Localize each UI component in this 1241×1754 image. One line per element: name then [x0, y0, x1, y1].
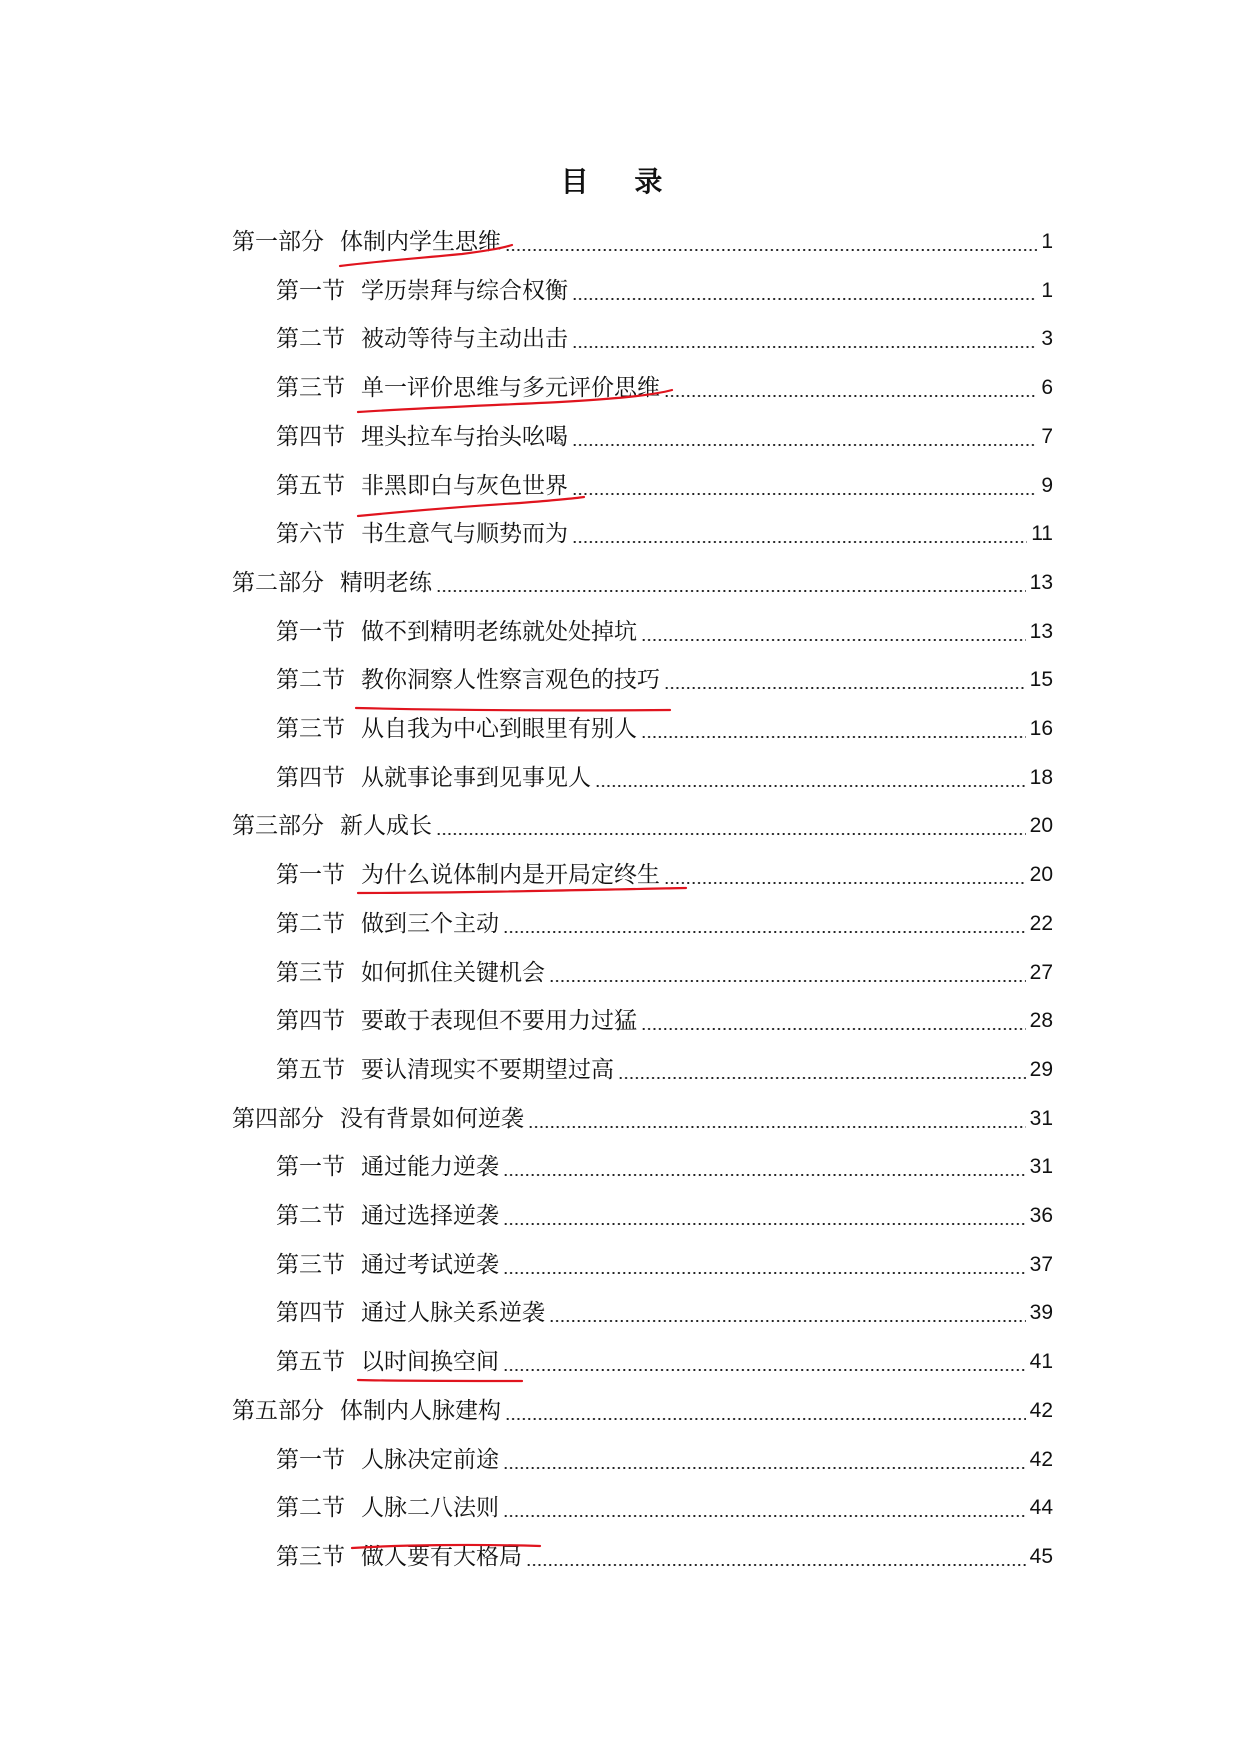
- dot-leader: [549, 1320, 1026, 1322]
- entry-page-number: 31: [1029, 1155, 1053, 1179]
- dot-leader: [503, 1369, 1026, 1371]
- entry-number: 第一节: [276, 1446, 345, 1473]
- entry-page-number: 6: [1041, 376, 1053, 400]
- dot-leader: [572, 493, 1037, 495]
- entry-label: [232, 226, 501, 258]
- entry-title: 要敢于表现但不要用力过猛: [361, 1008, 637, 1035]
- entry-page-number: 1: [1041, 278, 1053, 302]
- entry-number: 第二节: [276, 1495, 345, 1522]
- entry-label: [276, 1151, 499, 1183]
- entry-title: 做人要有大格局: [361, 1543, 522, 1570]
- toc-section-entry[interactable]: [276, 957, 1053, 989]
- entry-number: 第四节: [276, 764, 345, 791]
- entry-number: 第二节: [276, 667, 345, 694]
- dot-leader: [526, 1564, 1026, 1566]
- dot-leader: [503, 1223, 1026, 1225]
- entry-title: 人脉决定前途: [361, 1446, 499, 1473]
- dot-leader: [664, 882, 1026, 884]
- toc-section-entry[interactable]: [276, 664, 1053, 696]
- dot-leader: [503, 1174, 1026, 1176]
- entry-page-number: 42: [1029, 1447, 1053, 1471]
- entry-number: 第四节: [276, 1008, 345, 1035]
- entry-page-number: 20: [1029, 814, 1053, 838]
- dot-leader: [436, 833, 1026, 835]
- toc-section-entry[interactable]: [276, 1200, 1053, 1232]
- entry-title: 通过考试逆袭: [361, 1251, 499, 1278]
- entry-page-number: 45: [1029, 1544, 1053, 1568]
- toc-part-entry[interactable]: [232, 567, 1053, 599]
- entry-title: 为什么说体制内是开局定终生: [361, 862, 660, 889]
- toc-section-entry[interactable]: [276, 1297, 1053, 1329]
- entry-page-number: 36: [1029, 1204, 1053, 1227]
- entry-page-number: 15: [1029, 668, 1053, 692]
- entry-number: 第二节: [276, 326, 345, 353]
- entry-number: 第三节: [276, 716, 345, 742]
- entry-number: 第二节: [276, 910, 345, 937]
- entry-number: 第三节: [276, 1543, 345, 1570]
- toc-section-entry[interactable]: [276, 421, 1053, 453]
- entry-label: [232, 1103, 524, 1135]
- entry-label: [276, 957, 545, 989]
- entry-number: 第六节: [276, 521, 345, 548]
- entry-label: [276, 470, 568, 502]
- toc-section-entry[interactable]: [276, 616, 1053, 648]
- toc-section-entry[interactable]: [276, 762, 1053, 794]
- entry-page-number: 22: [1029, 911, 1053, 935]
- entry-label: [276, 1492, 499, 1524]
- entry-title: 被动等待与主动出击: [361, 326, 568, 353]
- entry-number: 第一节: [276, 277, 345, 304]
- entry-page-number: 11: [1031, 522, 1053, 546]
- entry-label: [276, 518, 568, 550]
- toc-section-entry[interactable]: [276, 275, 1053, 307]
- entry-page-number: 27: [1029, 960, 1053, 984]
- entry-title: 如何抓住关键机会: [361, 959, 545, 986]
- entry-title: 从就事论事到见事见人: [361, 764, 591, 791]
- entry-page-number: 28: [1029, 1009, 1053, 1033]
- entry-label: [232, 1395, 501, 1427]
- entry-title: 体制内学生思维: [340, 229, 501, 255]
- toc-part-entry[interactable]: [232, 226, 1053, 258]
- entry-number: 第五节: [276, 472, 345, 499]
- entry-page-number: 29: [1029, 1057, 1053, 1081]
- entry-title: 人脉二八法则: [361, 1495, 499, 1522]
- entry-number: 第四节: [276, 1300, 345, 1327]
- entry-number: 第四部分: [232, 1105, 324, 1132]
- dot-leader: [503, 931, 1026, 933]
- toc-section-entry[interactable]: [276, 1541, 1053, 1573]
- entry-number: 第二部分: [232, 569, 324, 596]
- toc-section-entry[interactable]: [276, 323, 1053, 355]
- toc-section-entry[interactable]: [276, 470, 1053, 502]
- entry-label: [276, 372, 660, 404]
- toc-section-entry[interactable]: [276, 1346, 1053, 1378]
- entry-page-number: 39: [1029, 1301, 1053, 1325]
- entry-label: [276, 1297, 545, 1329]
- entry-title: 要认清现实不要期望过高: [361, 1056, 614, 1083]
- dot-leader: [436, 590, 1026, 592]
- dot-leader: [549, 980, 1026, 982]
- entry-number: 第二节: [276, 1203, 345, 1229]
- entry-title: 非黑即白与灰色世界: [361, 472, 568, 499]
- entry-title: 做到三个主动: [361, 910, 499, 937]
- toc-section-entry[interactable]: [276, 518, 1053, 550]
- entry-label: [232, 567, 432, 599]
- entry-label: [276, 1005, 637, 1037]
- entry-title: 学历崇拜与综合权衡: [361, 277, 568, 304]
- toc-section-entry[interactable]: [276, 372, 1053, 404]
- entry-title: 精明老练: [340, 569, 432, 596]
- dot-leader: [664, 687, 1026, 689]
- entry-title: 从自我为中心到眼里有别人: [361, 716, 637, 742]
- entry-page-number: 13: [1029, 619, 1053, 643]
- entry-page-number: 41: [1029, 1350, 1053, 1374]
- dot-leader: [572, 541, 1027, 543]
- entry-page-number: 18: [1029, 765, 1053, 789]
- entry-label: [276, 713, 637, 745]
- entry-label: [276, 616, 637, 648]
- entry-number: 第一节: [276, 1154, 345, 1181]
- dot-leader: [572, 346, 1037, 348]
- entry-title: 做不到精明老练就处处掉坑: [361, 618, 637, 645]
- dot-leader: [641, 639, 1026, 641]
- dot-leader: [503, 1272, 1026, 1274]
- entry-title: 通过人脉关系逆袭: [361, 1300, 545, 1327]
- entry-page-number: 20: [1029, 863, 1053, 887]
- entry-title: 教你洞察人性察言观色的技巧: [361, 667, 660, 694]
- entry-number: 第四节: [276, 423, 345, 450]
- entry-page-number: 31: [1029, 1106, 1053, 1130]
- entry-label: [232, 810, 432, 842]
- dot-leader: [618, 1077, 1026, 1079]
- entry-title: 通过能力逆袭: [361, 1154, 499, 1181]
- entry-number: 第五节: [276, 1056, 345, 1083]
- toc-section-entry[interactable]: [276, 1005, 1053, 1037]
- toc-section-entry[interactable]: [276, 1444, 1053, 1476]
- toc-section-entry[interactable]: [276, 713, 1053, 745]
- entry-title: 以时间换空间: [361, 1349, 499, 1376]
- toc-part-entry[interactable]: [232, 810, 1053, 842]
- toc-section-entry[interactable]: [276, 1151, 1053, 1183]
- entry-number: 第三节: [276, 1251, 345, 1278]
- entry-page-number: 37: [1029, 1252, 1053, 1276]
- entry-number: 第一节: [276, 618, 345, 645]
- entry-label: [276, 1541, 522, 1573]
- entry-title: 体制内人脉建构: [340, 1397, 501, 1424]
- dot-leader: [503, 1515, 1026, 1517]
- entry-page-number: 1: [1041, 230, 1053, 253]
- entry-label: [276, 1054, 614, 1086]
- entry-title: 通过选择逆袭: [361, 1203, 499, 1229]
- entry-page-number: 3: [1041, 327, 1053, 351]
- dot-leader: [595, 785, 1026, 787]
- entry-number: 第三节: [276, 375, 345, 402]
- entry-label: [276, 421, 568, 453]
- entry-page-number: 16: [1029, 717, 1053, 740]
- entry-page-number: 42: [1029, 1398, 1053, 1422]
- entry-title: 埋头拉车与抬头吆喝: [361, 423, 568, 450]
- entry-page-number: 13: [1029, 570, 1053, 594]
- entry-number: 第三部分: [232, 813, 324, 840]
- dot-leader: [572, 444, 1037, 446]
- entry-label: [276, 859, 660, 891]
- entry-title: 没有背景如何逆袭: [340, 1105, 524, 1132]
- entry-label: [276, 275, 568, 307]
- toc-part-entry[interactable]: [232, 1395, 1053, 1427]
- toc-section-entry[interactable]: [276, 1249, 1053, 1281]
- toc-part-entry[interactable]: [232, 1103, 1053, 1135]
- entry-number: 第五节: [276, 1349, 345, 1376]
- entry-number: 第五部分: [232, 1397, 324, 1424]
- dot-leader: [664, 395, 1037, 397]
- entry-label: [276, 1200, 499, 1232]
- dot-leader: [641, 736, 1026, 738]
- entry-label: [276, 908, 499, 940]
- toc-section-entry[interactable]: [276, 1054, 1053, 1086]
- entry-label: [276, 1249, 499, 1281]
- dot-leader: [528, 1126, 1026, 1128]
- dot-leader: [572, 298, 1037, 300]
- entry-page-number: 7: [1041, 424, 1053, 448]
- entry-title: 单一评价思维与多元评价思维: [361, 375, 660, 402]
- dot-leader: [505, 249, 1037, 251]
- entry-title: 新人成长: [340, 813, 432, 840]
- page-title: 目 录: [560, 165, 681, 198]
- dot-leader: [503, 1467, 1026, 1469]
- dot-leader: [641, 1028, 1026, 1030]
- entry-page-number: 44: [1029, 1496, 1053, 1520]
- entry-label: [276, 762, 591, 794]
- toc-section-entry[interactable]: [276, 859, 1053, 891]
- entry-label: [276, 664, 660, 696]
- entry-label: [276, 1346, 499, 1378]
- entry-number: 第一节: [276, 862, 345, 889]
- entry-label: [276, 1444, 499, 1476]
- entry-title: 书生意气与顺势而为: [361, 521, 568, 548]
- entry-number: 第一部分: [232, 229, 324, 255]
- toc-section-entry[interactable]: [276, 1492, 1053, 1524]
- entry-label: [276, 323, 568, 355]
- entry-number: 第三节: [276, 959, 345, 986]
- entry-page-number: 9: [1041, 473, 1053, 497]
- dot-leader: [505, 1418, 1026, 1420]
- toc-section-entry[interactable]: [276, 908, 1053, 940]
